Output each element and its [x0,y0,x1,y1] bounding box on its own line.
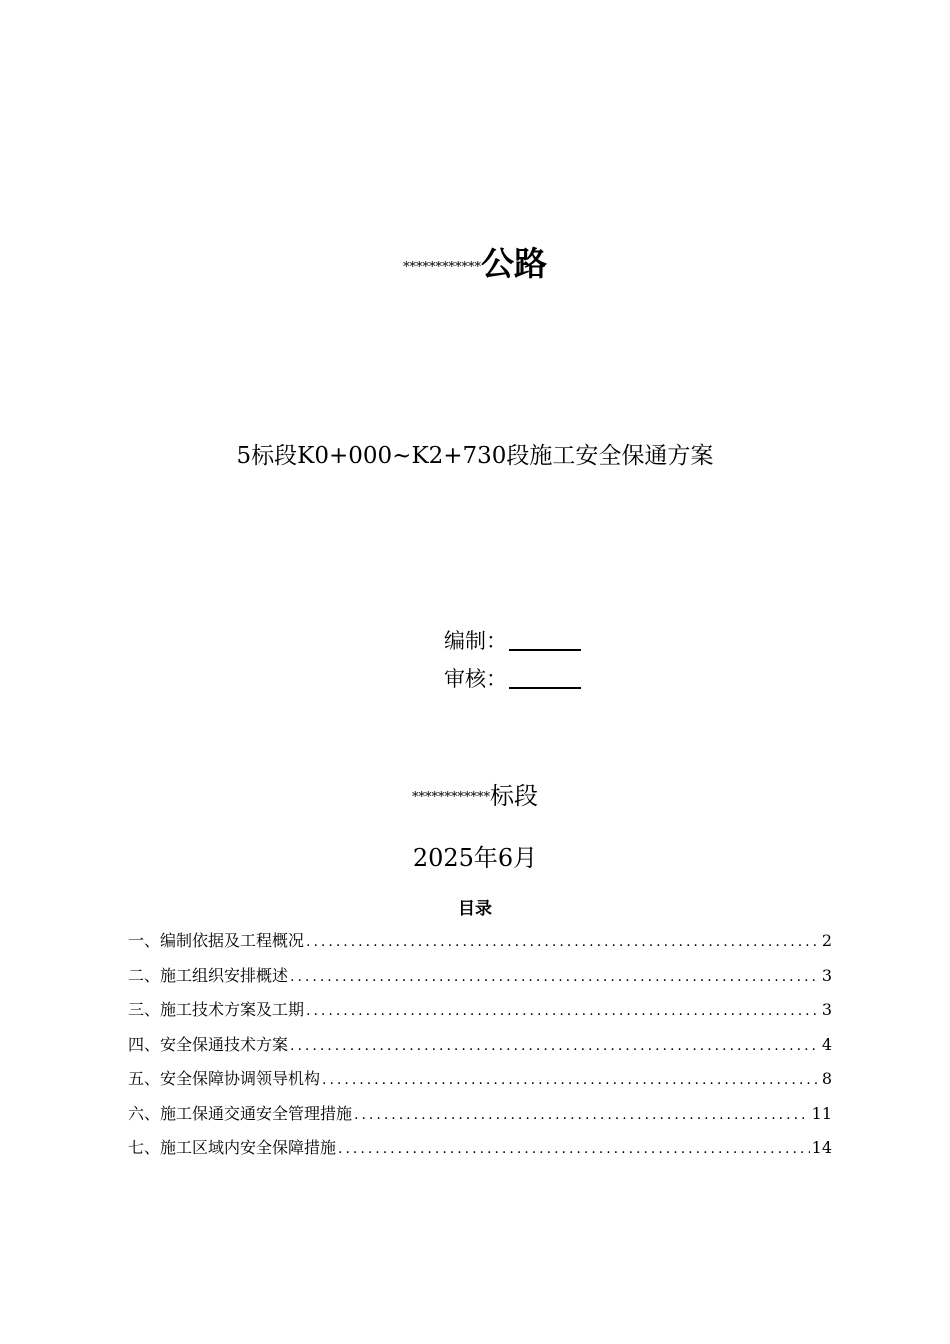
toc-item-page: 3 [821,965,832,985]
toc-leader [354,1098,810,1133]
main-title [0,238,950,285]
toc-item-page: 3 [821,1000,832,1019]
reviewer-blank [509,665,581,689]
toc-item-page: 4 [821,1034,832,1054]
subtitle: 5标段K0+000~K2+730段施工安全保通方案 [236,443,714,469]
toc-item[interactable] [128,1131,832,1166]
sign-block [444,622,581,698]
title-stars: ************ [403,260,481,275]
sign-row-compiler [444,622,581,660]
toc-item[interactable] [128,993,832,1028]
toc-item[interactable] [128,959,832,994]
toc-item-label: 四、安全保通技术方案 [128,1034,289,1054]
org-stars: ************ [412,790,490,805]
toc-item-label: 五、安全保障协调领导机构 [128,1069,321,1088]
org-text: 标段 [490,782,538,810]
compiler-label: 编制： [444,629,507,653]
date: 2025年6月 [412,844,538,872]
toc-leader [290,1029,820,1064]
toc-item-label: 三、施工技术方案及工期 [128,1000,305,1019]
toc-item-label: 六、施工保通交通安全管理措施 [128,1103,353,1123]
reviewer-label: 审核： [444,667,507,691]
toc-item-label: 七、施工区域内安全保障措施 [128,1138,337,1157]
toc-leader [338,1132,810,1167]
toc-item-page: 14 [811,1138,832,1157]
toc-leader [290,960,820,995]
toc-leader [322,1063,820,1098]
compiler-blank [509,627,581,651]
toc-item-page: 11 [811,1103,832,1123]
toc-item[interactable] [128,1062,832,1097]
toc-leader [306,925,820,960]
table-of-contents [128,924,832,1166]
toc-item-label: 二、施工组织安排概述 [128,965,289,985]
toc-item-label: 一、编制依据及工程概况 [128,931,305,950]
toc-leader [306,994,820,1029]
toc-item[interactable] [128,1097,832,1132]
toc-item[interactable] [128,924,832,959]
toc-item[interactable] [128,1028,832,1063]
sign-row-reviewer [444,660,581,698]
organization [0,776,950,811]
toc-item-page: 8 [821,1069,832,1088]
toc-title: 目录 [458,899,492,919]
title-text: 公路 [481,244,547,283]
toc-item-page: 2 [821,931,832,950]
